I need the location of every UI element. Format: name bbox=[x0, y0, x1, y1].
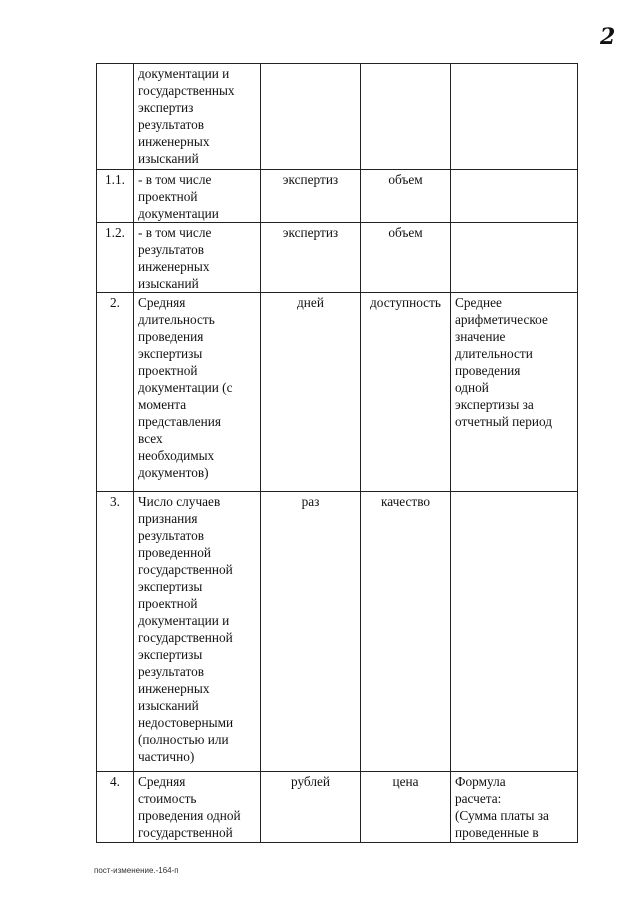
indicator-description: - в том числе проектной документации bbox=[134, 170, 261, 223]
indicator-type: объем bbox=[361, 170, 451, 223]
calculation-note: Формула расчета: (Сумма платы за проведенные в bbox=[451, 772, 578, 843]
document-footer: пост-изменение.-164-п bbox=[94, 866, 179, 875]
unit-of-measure bbox=[261, 64, 361, 170]
indicators-table bbox=[96, 63, 578, 843]
table-row bbox=[97, 772, 578, 843]
unit-of-measure: раз bbox=[261, 492, 361, 772]
indicator-description: документации и государственных экспертиз результатов инженерных изысканий bbox=[134, 64, 261, 170]
indicator-description: Средняя длительность проведения экспертизы проектной документации (с момента представления всех необходимых документов) bbox=[134, 293, 261, 492]
row-number: 1.2. bbox=[97, 223, 134, 293]
unit-of-measure: экспертиз bbox=[261, 170, 361, 223]
row-number: 3. bbox=[97, 492, 134, 772]
row-number bbox=[97, 64, 134, 170]
calculation-note bbox=[451, 223, 578, 293]
calculation-note: Среднее арифметическое значение длительности проведения одной экспертизы за отчетный период bbox=[451, 293, 578, 492]
row-number: 4. bbox=[97, 772, 134, 843]
unit-of-measure: рублей bbox=[261, 772, 361, 843]
unit-of-measure: дней bbox=[261, 293, 361, 492]
indicator-type bbox=[361, 64, 451, 170]
indicator-type: качество bbox=[361, 492, 451, 772]
indicator-type: цена bbox=[361, 772, 451, 843]
calculation-note bbox=[451, 492, 578, 772]
calculation-note bbox=[451, 170, 578, 223]
table-row bbox=[97, 293, 578, 492]
indicator-type: объем bbox=[361, 223, 451, 293]
table-row bbox=[97, 64, 578, 170]
page-number: 2 bbox=[600, 24, 616, 50]
table-row bbox=[97, 492, 578, 772]
indicator-description: Средняя стоимость проведения одной государственной bbox=[134, 772, 261, 843]
indicator-type: доступность bbox=[361, 293, 451, 492]
unit-of-measure: экспертиз bbox=[261, 223, 361, 293]
table-row bbox=[97, 223, 578, 293]
row-number: 1.1. bbox=[97, 170, 134, 223]
row-number: 2. bbox=[97, 293, 134, 492]
calculation-note bbox=[451, 64, 578, 170]
indicator-description: Число случаев признания результатов проведенной государственной экспертизы проектной документации и государственной экспертизы результатов инженерных изысканий недостоверными (полностью или частично) bbox=[134, 492, 261, 772]
table-row bbox=[97, 170, 578, 223]
indicator-description: - в том числе результатов инженерных изысканий bbox=[134, 223, 261, 293]
